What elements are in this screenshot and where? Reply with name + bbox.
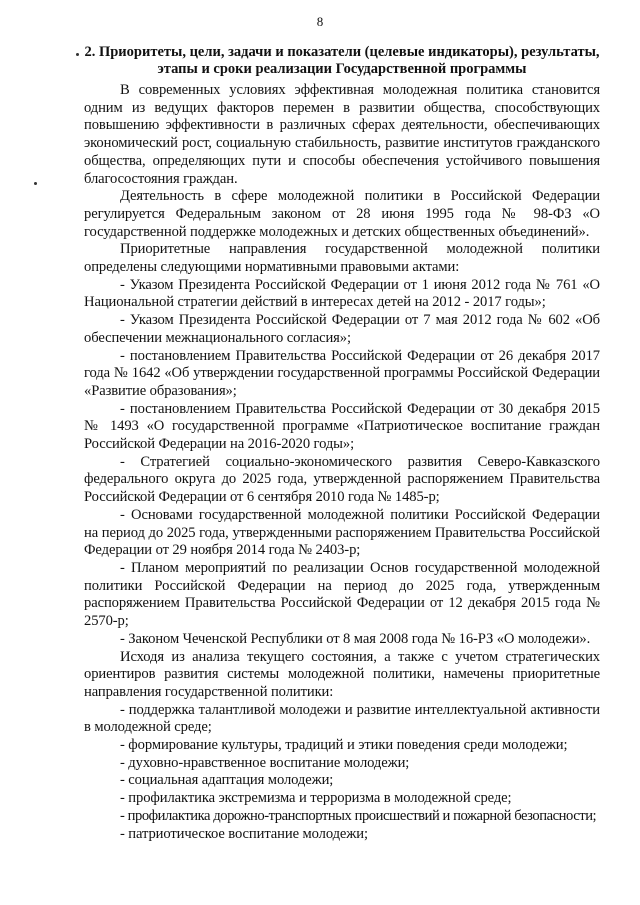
list-item-priority: - профилактика экстремизма и терроризма в молодежной среде; bbox=[120, 790, 512, 807]
list-item-priority: - профилактика дорожно-транспортных происшествий и пожарной безопасности; bbox=[120, 807, 597, 824]
list-item-priority: - духовно-нравственное воспитание молодежи; bbox=[120, 754, 410, 771]
list-item-priority: - социальная адаптация молодежи; bbox=[120, 772, 334, 789]
scan-speck bbox=[76, 53, 79, 56]
list-item-priority: - поддержка талантливой молодежи и развитие интеллектуальной активности в молодежной среде; bbox=[84, 701, 600, 736]
paragraph-federal-law: Деятельность в сфере молодежной политики в Российской Федерации регулируется Федеральным законом от 28 июня 1995 года № 98-ФЗ «О государственной поддержке молодежных и детских общественных объединений». bbox=[84, 188, 600, 240]
list-item-priority: - формирование культуры, традиций и этики поведения среди молодежи; bbox=[120, 737, 568, 754]
list-item-priority: - патриотическое воспитание молодежи; bbox=[120, 825, 368, 842]
paragraph-intro: В современных условиях эффективная молодежная политика становится одним из ведущих факторов перемен в развитии общества, способствующих повышению эффективности в различных сферах деятельности, обеспечивающих экономический рост, социальную стабильность, развитие институтов гражданского общества, определяющих пути и способы обеспечения устойчивого повышения благосостояния граждан. bbox=[84, 82, 600, 187]
list-item-act: - Стратегией социально-экономического развития Северо-Кавказского федерального округа до 2025 года, утвержденной распоряжением Правительства Российской Федерации от 6 сентября 2010 года № 1485-р; bbox=[84, 453, 600, 506]
list-item-act: - Планом мероприятий по реализации Основ государственной молодежной политики Российской Федерации на период до 2025 года, утвержденным распоряжением Правительства Российской Федерации от 12 декабря 2015 года № 2570-р; bbox=[84, 559, 600, 630]
list-item-act: - Законом Чеченской Республики от 8 мая 2008 года № 16-РЗ «О молодежи». bbox=[120, 630, 591, 647]
page-number: 8 bbox=[316, 14, 324, 29]
list-item-act: - постановлением Правительства Российской Федерации от 30 декабря 2015 № 1493 «О государственной программе «Патриотическое воспитание граждан Российской Федерации на 2016-2020 годы»; bbox=[84, 400, 600, 453]
paragraph-analysis: Исходя из анализа текущего состояния, а также с учетом стратегических ориентиров развития системы молодежной политики, намечены приоритетные направления государственной политики: bbox=[84, 648, 600, 700]
section-heading: 2. Приоритеты, цели, задачи и показатели (целевые индикаторы), результаты, этапы и сроки реализации Государственной программы bbox=[84, 44, 600, 77]
list-item-act: - Указом Президента Российской Федерации от 7 мая 2012 года № 602 «Об обеспечении межнационального согласия»; bbox=[84, 312, 600, 346]
list-item-act: - Основами государственной молодежной политики Российской Федерации на период до 2025 года, утвержденными распоряжением Правительства Российской Федерации от 29 ноября 2014 года № 2403-р; bbox=[84, 506, 600, 559]
document-body bbox=[84, 44, 600, 843]
paragraph-priority-acts: Приоритетные направления государственной молодежной политики определены следующими нормативными правовыми актами: bbox=[84, 241, 600, 276]
list-item-act: - постановлением Правительства Российской Федерации от 26 декабря 2017 года № 1642 «Об утверждении государственной программы Российской Федерации «Развитие образования»; bbox=[84, 347, 600, 399]
scan-speck bbox=[34, 182, 37, 185]
list-item-act: - Указом Президента Российской Федерации от 1 июня 2012 года № 761 «О Национальной стратегии действий в интересах детей на 2012 - 2017 годы»; bbox=[84, 276, 600, 311]
